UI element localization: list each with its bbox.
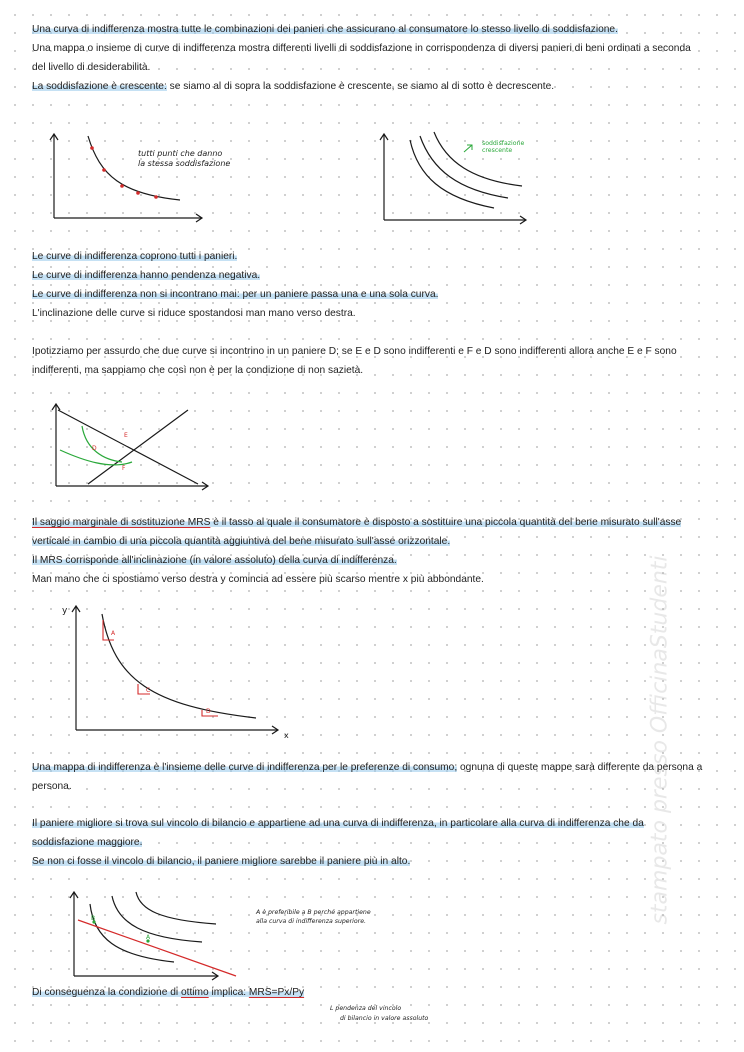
property-cover-all: Le curve di indifferenza coprono tutti i panieri. — [32, 251, 238, 262]
figure-mrs-curve — [56, 600, 306, 742]
figure-indifference-map — [376, 128, 576, 228]
figure2-note-line2: crescente — [482, 147, 513, 154]
figure4-label-d: D — [206, 708, 211, 715]
figure5-note-line2: alla curva di indifferenza superiore. — [256, 918, 366, 925]
mrs-scarcity: Man mano che ci spostiamo verso destra y comincia ad essere più scarso mentre x più abbondante. — [32, 574, 484, 585]
figure3-label-e: E — [124, 432, 128, 439]
absurd-hypothesis-text: Ipotizziamo per assurdo che due curve si incontrino in un paniere D; se E e D sono indifferenti e F e D sono indifferenti allora anche E e F sono indifferenti, ma sappiamo che così non è per la condizione di non sazietà. — [32, 346, 677, 376]
optimum-term: ottimo — [180, 987, 209, 998]
paragraph-mrs — [32, 513, 704, 589]
figure5-label-a: A — [146, 934, 151, 941]
formula-note — [326, 1000, 526, 1030]
figure-crossing-curves — [48, 400, 228, 490]
mrs-definition: è il tasso al quale il consumatore è disposto a sostituire una piccola quantità del bene misurato sull'asse verticale in cambio di una piccola quantità aggiuntiva del bene misurato sull'asse orizzontale. — [32, 517, 682, 547]
figure-indifference-curve — [40, 128, 240, 228]
property-inclination: L'inclinazione delle curve si riduce spostandosi man mano verso destra. — [32, 308, 356, 319]
figure3-label-d: D — [92, 445, 97, 452]
figure4-label-a: A — [111, 630, 116, 637]
property-negative-slope: Le curve di indifferenza hanno pendenza negativa. — [32, 270, 261, 281]
figure4-label-c: C — [146, 687, 151, 694]
paragraph-definition — [32, 20, 704, 96]
best-basket-definition: Il paniere migliore si trova sul vincolo di bilancio e appartiene ad una curva di indifferenza, in particolare alla curva di indifferenza che da soddisfazione maggiore. — [32, 818, 644, 848]
figure1-note-line2: la stessa soddisfazione — [138, 159, 231, 168]
paragraph-best-basket — [32, 814, 704, 871]
formula-note-line2: di bilancio in valore assoluto — [340, 1015, 429, 1022]
watermark: stampato presso OfficinaStudenti — [647, 555, 673, 925]
satisfaction-increasing-label: La soddisfazione è crescente: — [32, 81, 167, 92]
formula-note-line1: L pendenza del vincolo — [330, 1005, 402, 1012]
optimum-implies: implica: — [208, 987, 249, 998]
paragraph-absurd-hypothesis — [32, 342, 704, 380]
figure2-note-line1: soddisfazione — [482, 140, 525, 147]
optimum-formula: MRS=Px/Py — [248, 987, 305, 998]
figure4-axis-y: y — [62, 606, 68, 616]
figure3-label-f: F — [122, 465, 126, 472]
figure1-note-line1: tutti punti che danno — [138, 149, 223, 158]
indifference-map-rest: ognuna di queste mappe sarà differente da persona a persona. — [32, 762, 703, 792]
property-no-intersection: Le curve di indifferenza non si incontrano mai: per un paniere passa una e una sola curva. — [32, 289, 439, 300]
satisfaction-increasing-text: se siamo al di sopra la soddisfazione è crescente, se siamo al di sotto è decrescente. — [166, 81, 555, 92]
figure5-note-line1: A è preferibile a B perché appartiene — [256, 909, 371, 916]
definition-indifference-curve: Una curva di indifferenza mostra tutte le combinazioni dei panieri che assicurano al consumatore lo stesso livello di soddisfazione. — [32, 24, 618, 35]
optimum-intro: Di conseguenza la condizione di — [32, 987, 181, 998]
mrs-term: Il saggio marginale di sostituzione MRS — [32, 517, 211, 528]
mrs-inclination: Il MRS corrisponde all'inclinazione (in valore assoluto) della curva di indifferenza. — [32, 555, 397, 566]
figure5-label-b: B — [91, 915, 96, 922]
definition-indifference-map: Una mappa o insieme di curve di indifferenza mostra differenti livelli di soddisfazione in corrispondenza di diversi panieri di beni ordinati a seconda del livello di desiderabilità. — [32, 43, 691, 73]
figure4-axis-x: x — [284, 731, 289, 740]
paragraph-indifference-map — [32, 758, 704, 796]
indifference-map-definition: Una mappa di indifferenza è l'insieme delle curve di indifferenza per le preferenze di consumo; — [32, 762, 458, 773]
figure-budget-constraint — [64, 888, 464, 980]
best-basket-without-constraint: Se non ci fosse il vincolo di bilancio, il paniere migliore sarebbe il paniere più in alto. — [32, 856, 411, 867]
paragraph-properties — [32, 247, 704, 323]
